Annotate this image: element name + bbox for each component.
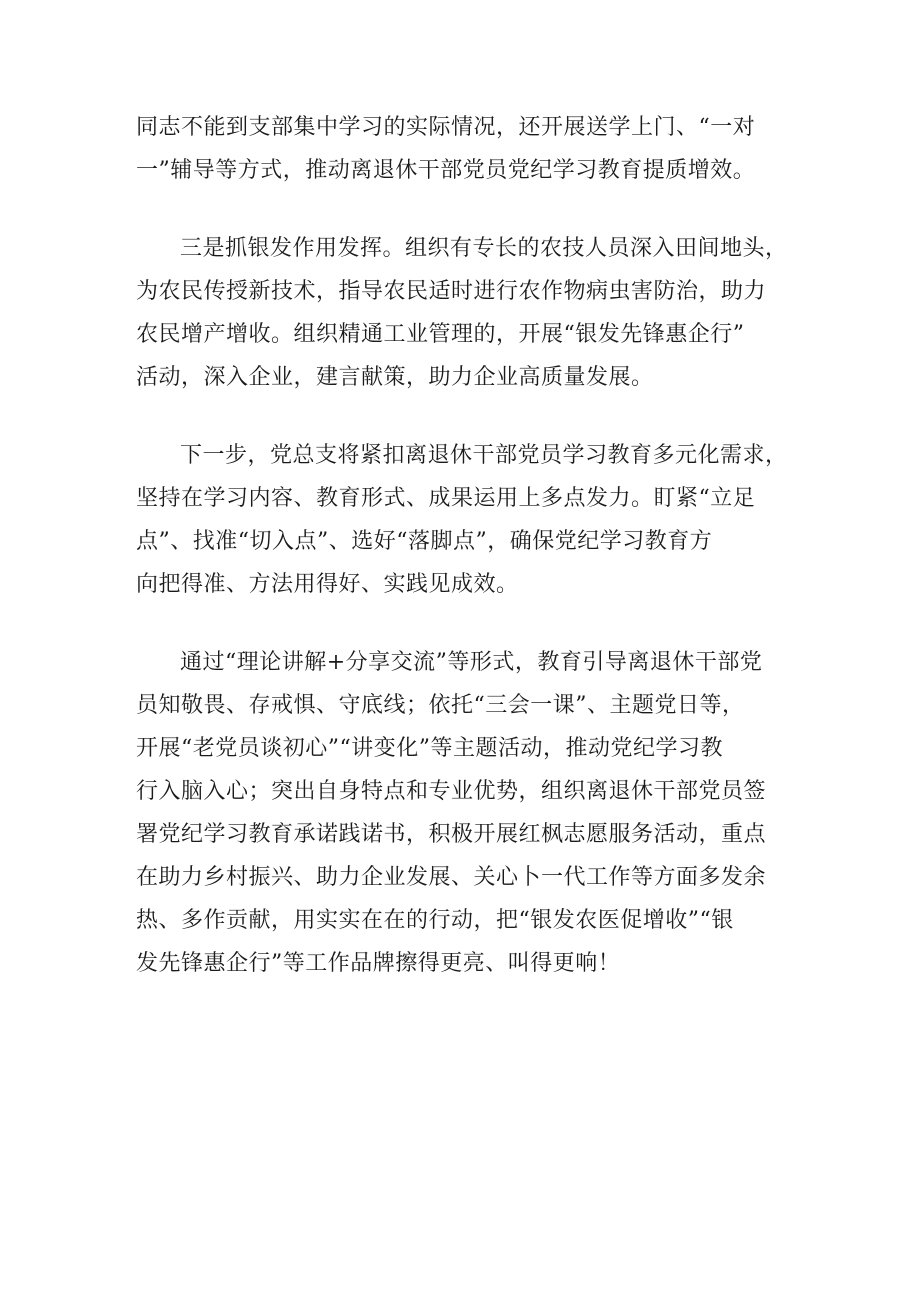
paragraph-line: 署党纪学习教育承诺践诺书，积极开展红枫志愿服务活动，重点 bbox=[136, 822, 767, 847]
paragraph-line: 三是抓银发作用发挥。组织有专长的农技人员深入田间地头， bbox=[180, 236, 788, 261]
paragraph-line: 活动，深入企业，建言献策，助力企业高质量发展。 bbox=[136, 365, 654, 390]
paragraph-line: 在助力乡村振兴、助力企业发展、关心卜一代工作等方面多发余 bbox=[136, 865, 767, 890]
paragraph bbox=[136, 227, 796, 399]
paragraph bbox=[136, 106, 796, 192]
paragraph-line: 点”、找准“切入点”、选好“落脚点”，确保党纪学习教育方 bbox=[136, 529, 713, 554]
paragraph-line: 发先锋惠企行”等工作品牌擦得更亮、叫得更响！ bbox=[136, 951, 621, 976]
paragraph-line: 行入脑入心；突出自身特点和专业优势，组织离退休干部党员签 bbox=[136, 779, 767, 804]
paragraph-line: 一”辅导等方式，推动离退休干部党员党纪学习教育提质增效。 bbox=[136, 158, 756, 183]
paragraph-line: 坚持在学习内容、教育形式、成果运用上多点发力。盯紧“立足 bbox=[136, 486, 756, 511]
paragraph bbox=[136, 434, 796, 606]
paragraph-line: 开展“老党员谈初心”“讲变化”等主题活动，推动党纪学习教 bbox=[136, 736, 723, 761]
paragraph-line: 向把得准、方法用得好、实践见成效。 bbox=[136, 572, 519, 597]
paragraph-line: 下一步，党总支将紧扣离退休干部党员学习教育多元化需求， bbox=[180, 443, 788, 468]
paragraph-line: 农民增产增收。组织精通工业管理的，开展“银发先锋惠企行” bbox=[136, 322, 745, 347]
document-body bbox=[136, 106, 796, 1020]
paragraph-line: 热、多作贡献，用实实在在的行动，把“银发农医促增收”“银 bbox=[136, 908, 734, 933]
paragraph-line: 员知敬畏、存戒惧、守底线；依托“三会一课”、主题党日等， bbox=[136, 693, 745, 718]
paragraph-line: 同志不能到支部集中学习的实际情况，还开展送学上门、“一对 bbox=[136, 115, 756, 140]
paragraph-line: 为农民传授新技术，指导农民适时进行农作物病虫害防治，助力 bbox=[136, 279, 767, 304]
paragraph-line: 通过“理论讲解+分享交流”等形式，教育引导离退休干部党 bbox=[180, 650, 763, 675]
paragraph bbox=[136, 641, 796, 985]
